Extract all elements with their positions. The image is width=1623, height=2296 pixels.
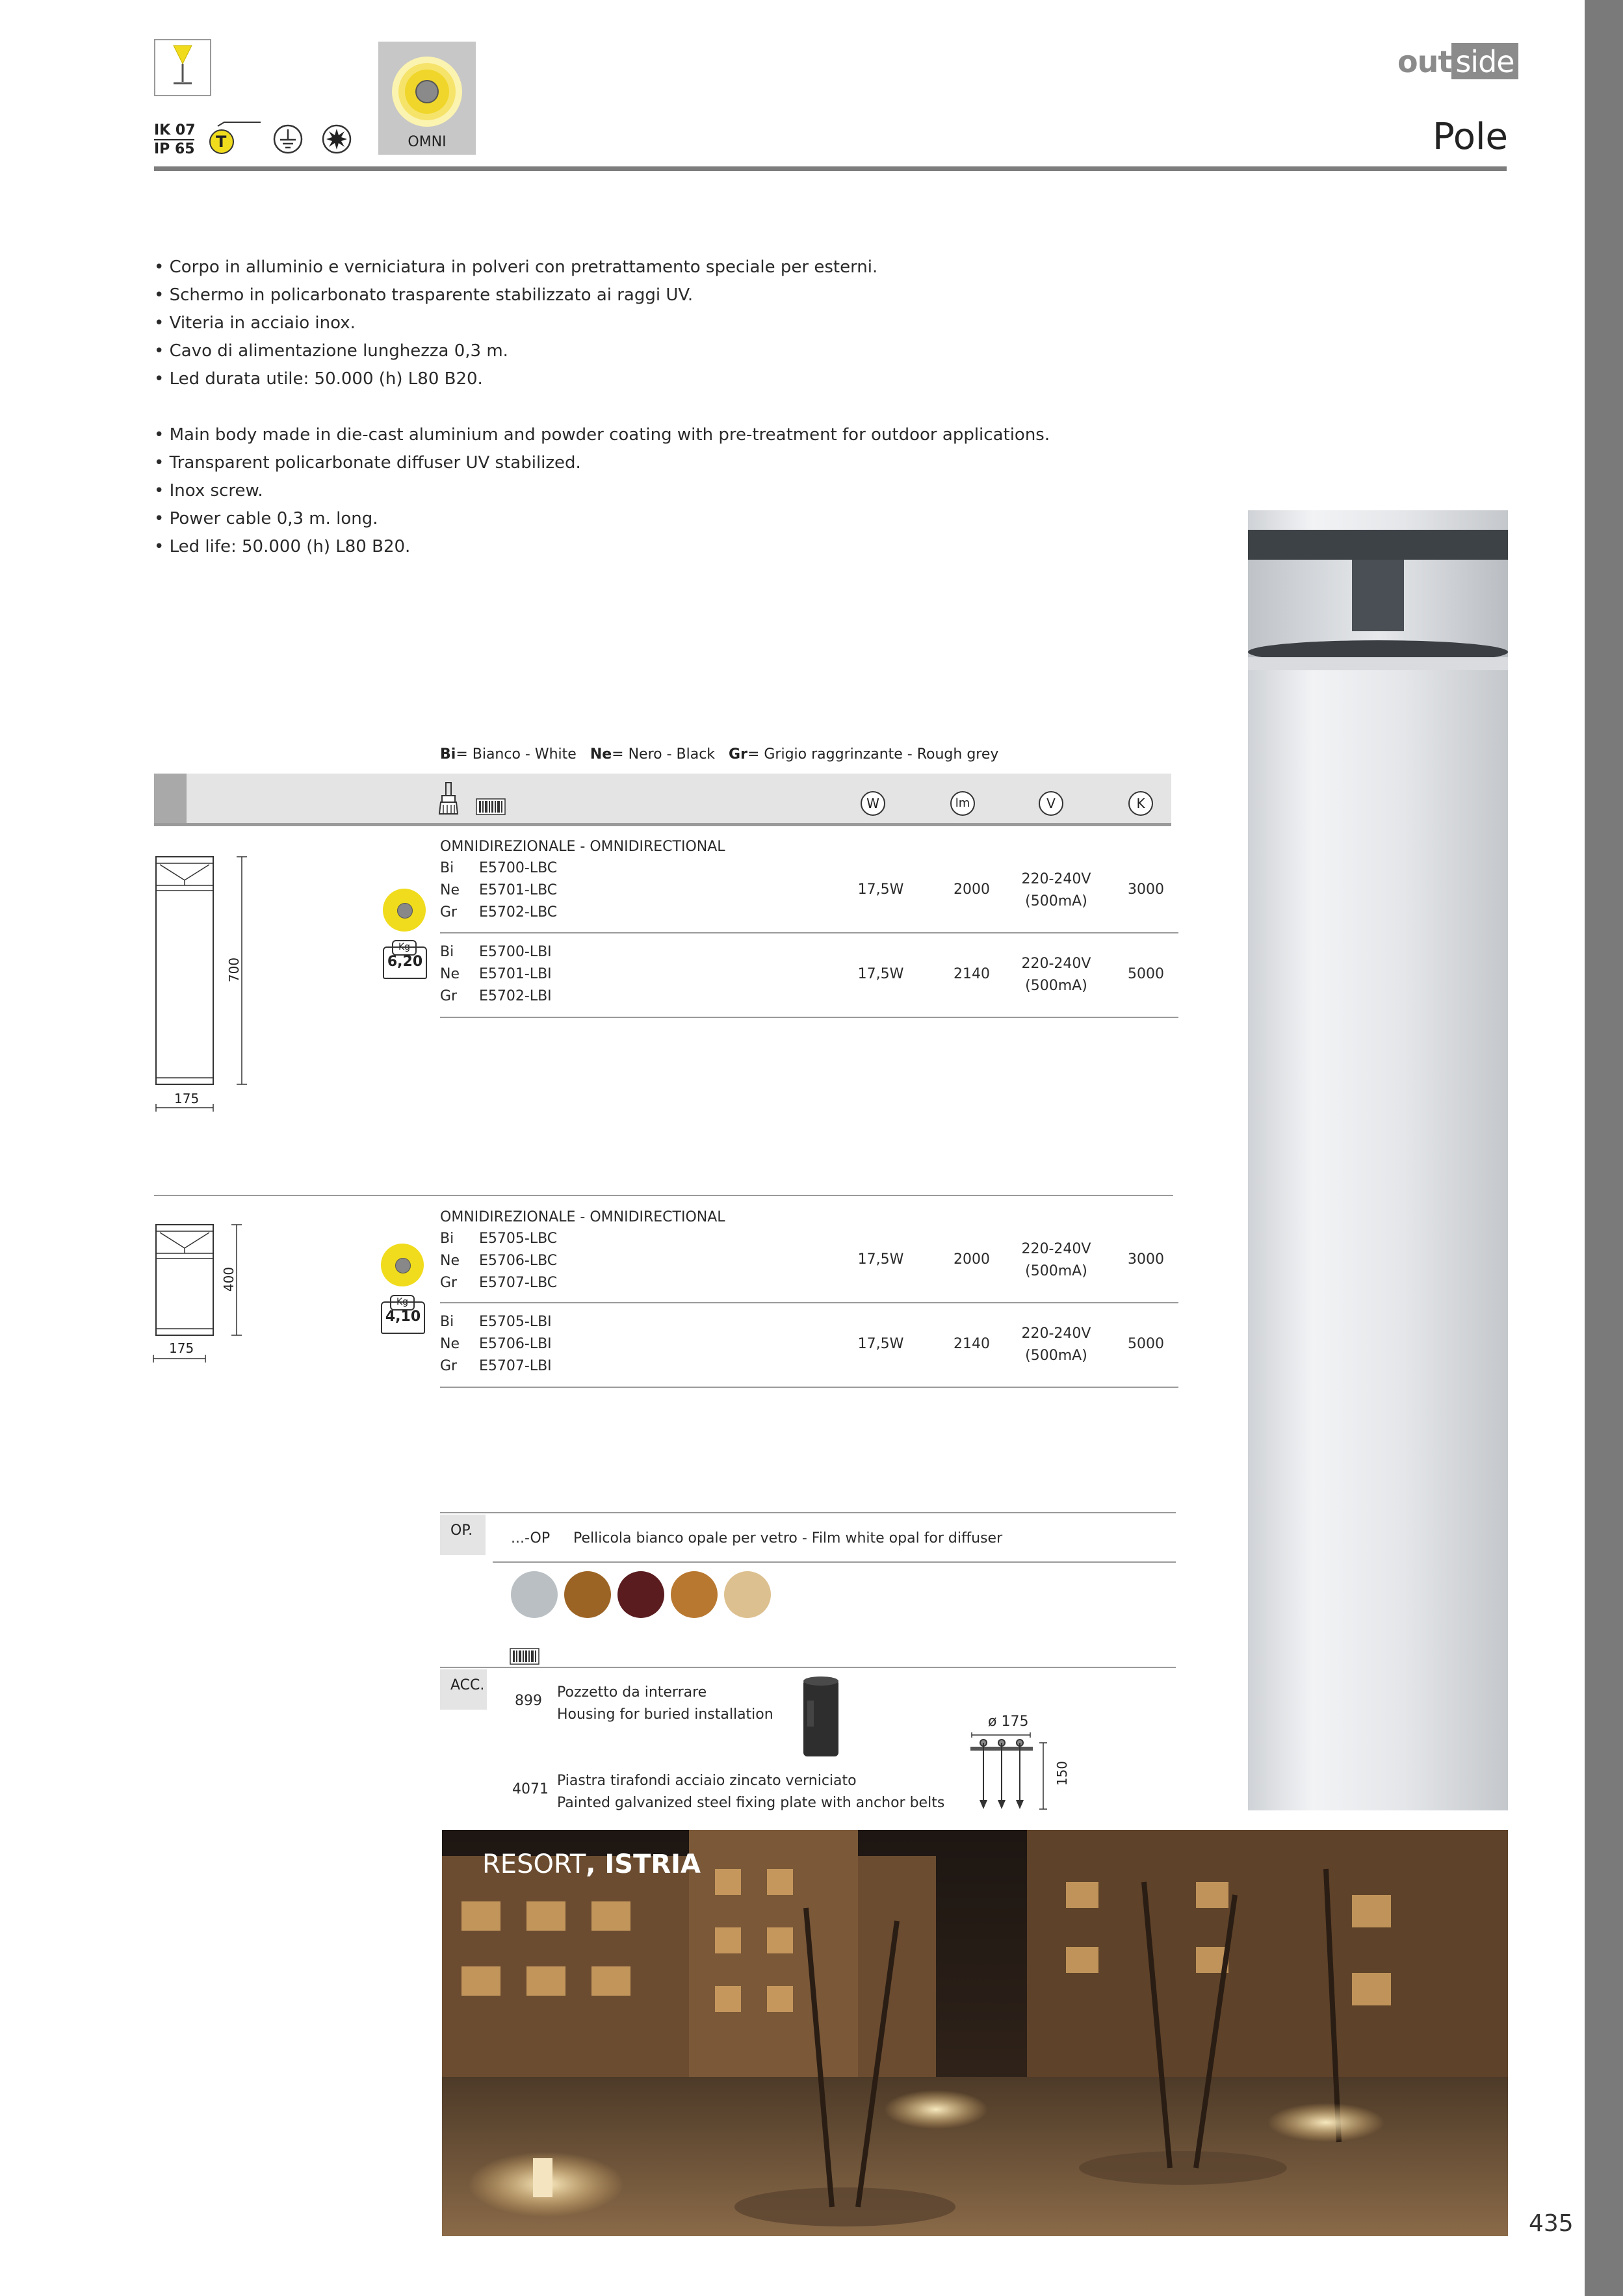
product-photo-pole	[1245, 510, 1511, 1810]
accessory-code: 899	[515, 1693, 542, 1709]
row-divider	[440, 932, 1178, 933]
volt-range: 220-240V	[1021, 1325, 1091, 1342]
volt-range: 220-240V	[1021, 871, 1091, 887]
finish-code: Ne	[440, 1253, 460, 1269]
brand-logo	[1397, 43, 1518, 79]
height-dimension: 700	[226, 957, 242, 983]
swatch-wood-honey	[671, 1571, 718, 1618]
article-code: E5707-LBC	[479, 1275, 558, 1291]
omni-light-icon	[381, 1244, 424, 1286]
lumen-value: 2000	[954, 881, 990, 898]
finish-swatches	[511, 1571, 771, 1619]
beam-angle-icon	[154, 39, 211, 96]
option-description: Pellicola bianco opale per vetro - Film white opal for diffuser	[573, 1530, 1003, 1546]
current: (500mA)	[1025, 1263, 1087, 1279]
plate-diameter: ø 175	[988, 1714, 1029, 1730]
lumen-value: 2000	[954, 1251, 990, 1268]
omni-light-icon	[383, 889, 426, 932]
fixing-plate-drawing	[965, 1732, 1056, 1817]
finish-code: Gr	[440, 904, 458, 920]
height-dimension: 400	[221, 1266, 237, 1292]
section-divider	[154, 1195, 1173, 1196]
article-code: E5707-LBI	[479, 1358, 552, 1374]
accessories-rule	[440, 1667, 1176, 1668]
row-divider	[440, 1302, 1178, 1303]
finish-code: Bi	[440, 1314, 454, 1330]
weight-value: 4,10	[381, 1301, 425, 1334]
current: (500mA)	[1025, 1348, 1087, 1364]
accessory-description	[557, 1770, 944, 1814]
kelvin-icon: K	[1128, 791, 1153, 816]
header-rule	[154, 166, 1507, 171]
watt-icon: W	[861, 791, 885, 816]
legend-ne-key: Ne	[590, 746, 612, 763]
accessory-line-it: Piastra tirafondi acciaio zincato verniciato	[557, 1773, 857, 1789]
swatch-dark-red	[617, 1571, 664, 1618]
watt-value: 17,5W	[857, 966, 904, 982]
legend-gr-text: = Grigio raggrinzante - Rough grey	[747, 746, 999, 763]
volt-range: 220-240V	[1021, 1241, 1091, 1257]
watt-value: 17,5W	[857, 881, 904, 898]
ip-rating: IP 65	[154, 141, 195, 157]
article-code: E5701-LBC	[479, 882, 558, 898]
volt-value	[1014, 953, 1098, 997]
legend-bi-text: = Bianco - White	[456, 746, 577, 763]
desc-it-line: • Cavo di alimentazione lunghezza 0,3 m.	[154, 341, 508, 361]
article-code: E5706-LBI	[479, 1336, 552, 1352]
width-dimension: 175	[169, 1340, 194, 1356]
options-mid-rule	[493, 1561, 1176, 1563]
accessory-code: 4071	[512, 1781, 549, 1797]
finish-code: Ne	[440, 966, 460, 982]
lumen-value: 2140	[954, 966, 990, 982]
desc-it-line: • Led durata utile: 50.000 (h) L80 B20.	[154, 369, 483, 389]
paint-brush-icon	[437, 781, 463, 818]
product-group-title: OMNIDIREZIONALE - OMNIDIRECTIONAL	[440, 839, 725, 855]
finish-code: Gr	[440, 1275, 458, 1291]
current: (500mA)	[1025, 978, 1087, 994]
product-code-list	[440, 1311, 552, 1377]
accessories-tag: ACC.	[440, 1669, 487, 1710]
drawing-pole-700	[151, 852, 281, 1118]
finish-code: Gr	[440, 1358, 458, 1374]
brand-side: side	[1451, 43, 1518, 79]
current: (500mA)	[1025, 893, 1087, 909]
desc-en-line: • Power cable 0,3 m. long.	[154, 509, 378, 528]
page-title: Pole	[1432, 116, 1508, 158]
barcode-icon	[476, 798, 506, 815]
kelvin-value: 3000	[1128, 881, 1164, 898]
product-group-title: OMNIDIREZIONALE - OMNIDIRECTIONAL	[440, 1209, 725, 1225]
caption-place: RESORT	[482, 1849, 586, 1879]
barcode-icon	[510, 1648, 539, 1665]
lumen-value: 2140	[954, 1336, 990, 1352]
desc-en-line: • Led life: 50.000 (h) L80 B20.	[154, 537, 411, 556]
legend-gr-key: Gr	[729, 746, 747, 763]
legend-bi-key: Bi	[440, 746, 456, 763]
article-code: E5702-LBC	[479, 904, 558, 920]
volt-value	[1014, 1238, 1098, 1283]
width-dimension: 175	[174, 1091, 200, 1106]
swatch-wood-light	[724, 1571, 771, 1618]
finish-code: Bi	[440, 1231, 454, 1247]
earth-ground-icon	[272, 124, 304, 155]
volt-range: 220-240V	[1021, 956, 1091, 972]
product-code-list	[440, 857, 557, 924]
weight-unit: Kg	[390, 1295, 415, 1311]
plate-height: 150	[1054, 1760, 1070, 1786]
rating-underline	[154, 139, 194, 140]
accessory-line-en: Housing for buried installation	[557, 1706, 773, 1723]
description-italian	[154, 254, 877, 393]
kelvin-value: 5000	[1128, 966, 1164, 982]
legend-ne-text: = Nero - Black	[612, 746, 716, 763]
product-code-list	[440, 941, 552, 1008]
desc-en-line: • Main body made in die-cast aluminium and powder coating with pre-treatment for outdoor applications.	[154, 425, 1050, 445]
article-code: E5705-LBC	[479, 1231, 558, 1247]
photo-caption	[482, 1849, 701, 1879]
omni-label: OMNI	[408, 134, 447, 150]
weight-unit: Kg	[392, 940, 417, 956]
kelvin-value: 3000	[1128, 1251, 1164, 1268]
description-english	[154, 421, 1050, 561]
accessory-line-it: Pozzetto da interrare	[557, 1684, 707, 1701]
volt-value	[1014, 1323, 1098, 1367]
options-tag: OP.	[440, 1515, 486, 1555]
desc-it-line: • Corpo in alluminio e verniciatura in polveri con pretrattamento speciale per esterni.	[154, 257, 878, 277]
option-code: ...-OP	[511, 1530, 551, 1546]
desc-it-line: • Schermo in policarbonato trasparente stabilizzato ai raggi UV.	[154, 285, 694, 305]
accessory-line-en: Painted galvanized steel fixing plate with anchor belts	[557, 1795, 945, 1811]
finish-code: Bi	[440, 944, 454, 960]
accessory-description	[557, 1682, 773, 1726]
impact-burst-icon	[321, 124, 352, 155]
finish-code: Ne	[440, 882, 460, 898]
brand-main: out	[1397, 44, 1452, 79]
article-code: E5706-LBC	[479, 1253, 558, 1269]
article-code: E5702-LBI	[479, 988, 552, 1004]
article-code: E5700-LBI	[479, 944, 552, 960]
article-code: E5700-LBC	[479, 860, 558, 876]
finish-code: Ne	[440, 1336, 460, 1352]
volt-icon: V	[1039, 791, 1063, 816]
weight-value: 6,20	[383, 946, 427, 979]
article-code: E5705-LBI	[479, 1314, 552, 1330]
table-header-bar	[154, 774, 1171, 826]
swatch-wood-brown	[564, 1571, 611, 1618]
class-t-icon	[205, 121, 270, 160]
watt-value: 17,5W	[857, 1251, 904, 1268]
finish-legend	[440, 746, 998, 763]
row-divider	[440, 1017, 1178, 1018]
ik-rating: IK 07	[154, 122, 196, 138]
desc-it-line: • Viteria in acciaio inox.	[154, 313, 356, 333]
class-badge-letter: T	[216, 133, 227, 151]
kelvin-value: 5000	[1128, 1336, 1164, 1352]
volt-value	[1014, 868, 1098, 913]
desc-en-line: • Inox screw.	[154, 481, 263, 501]
caption-region: , ISTRIA	[586, 1849, 701, 1879]
options-top-rule	[440, 1512, 1176, 1513]
page-edge-band	[1585, 0, 1623, 2296]
desc-en-line: • Transparent policarbonate diffuser UV stabilized.	[154, 453, 581, 473]
lumen-icon: lm	[950, 791, 975, 816]
table-header-marker	[154, 774, 187, 826]
row-divider	[440, 1387, 1178, 1388]
article-code: E5701-LBI	[479, 966, 552, 982]
finish-code: Gr	[440, 988, 458, 1004]
product-code-list	[440, 1228, 557, 1294]
swatch-grey	[511, 1571, 558, 1618]
page-number: 435	[1529, 2210, 1574, 2237]
installation-photo	[442, 1830, 1508, 2236]
watt-value: 17,5W	[857, 1336, 904, 1352]
table-header-rule	[154, 823, 1171, 826]
finish-code: Bi	[440, 860, 454, 876]
housing-photo	[799, 1675, 842, 1759]
